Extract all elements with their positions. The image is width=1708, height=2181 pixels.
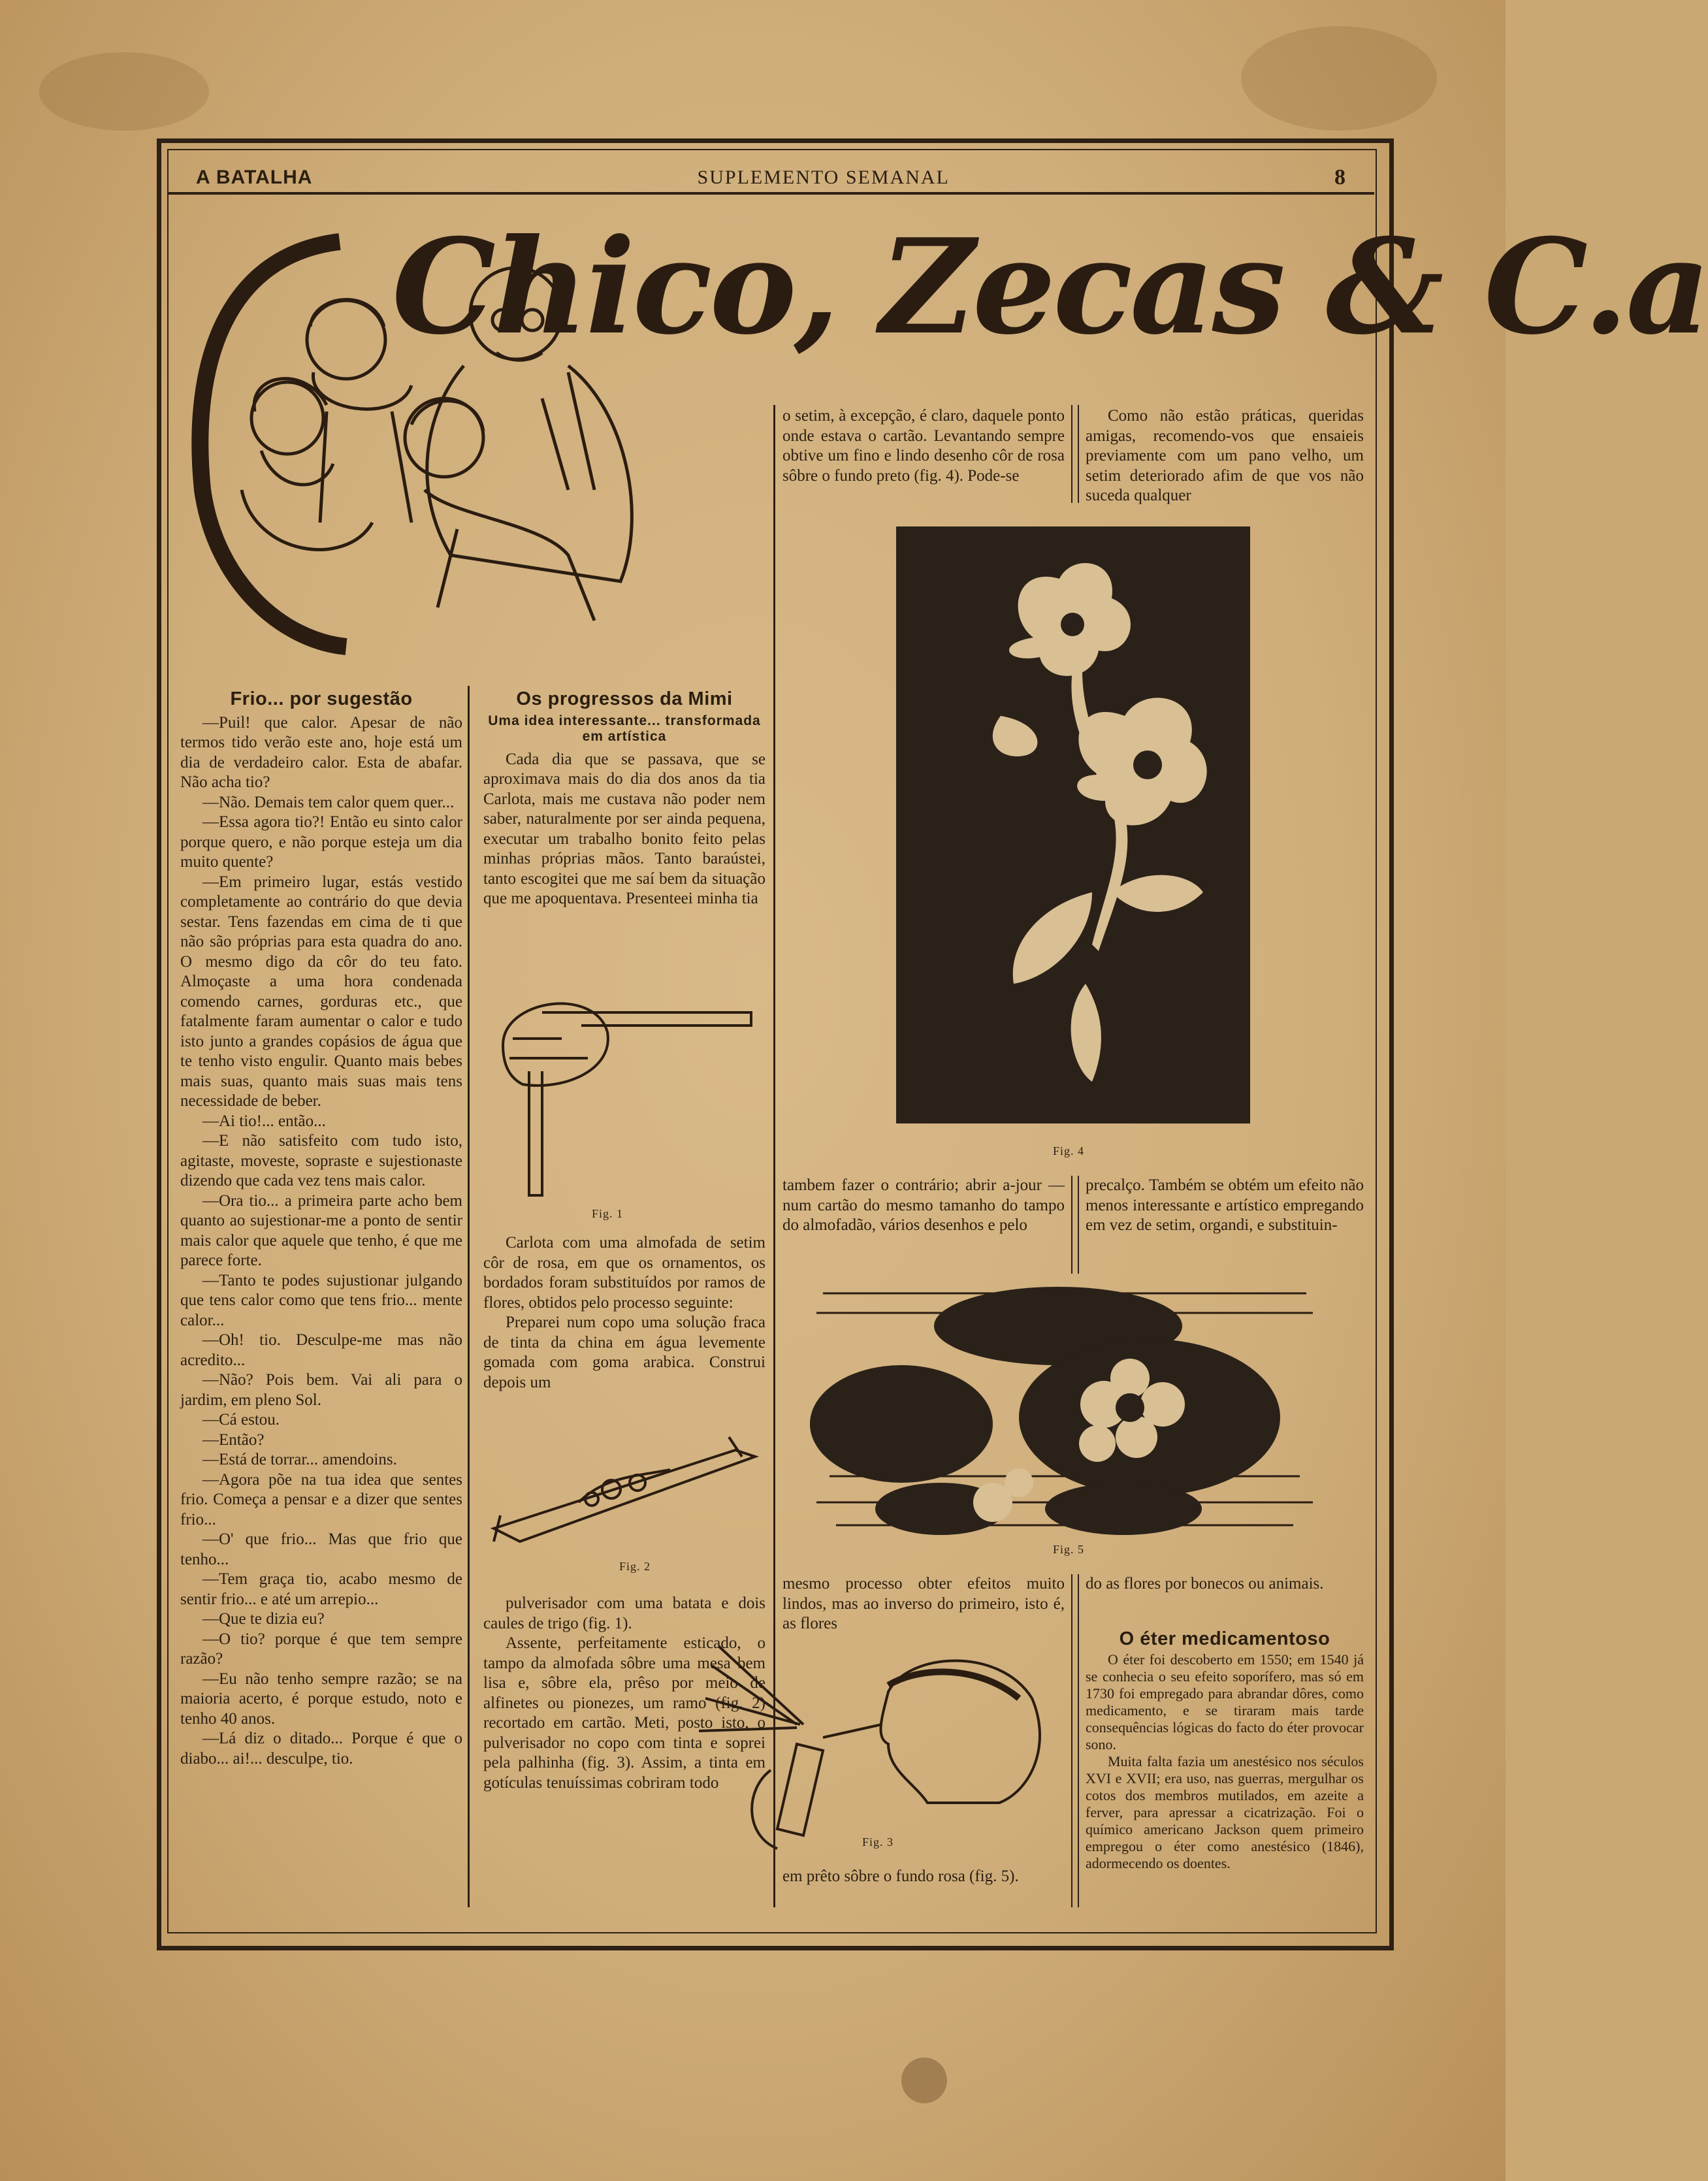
article-body: [483, 750, 765, 909]
family-illustration: [176, 216, 777, 673]
figure-caption: Fig. 1: [592, 1207, 624, 1220]
article-body: [483, 1233, 765, 1393]
paragraph: tambem fazer o contrário; abrir a-jour — num cartão do mesmo tamanho do tampo do almofadão, vários desenhos e pelo: [782, 1176, 1065, 1234]
paragraph: Assente, perfeitamente esticado, o tampo da almofada sôbre uma mesa bem lisa e, sôbre ela, prêso por meio de alfinetes ou pionezes, um ramo (fig. 2) recortado em cartão. Meti, posto isto, o pulverisador no copo com tinta e soprei pela palhinha (fig. 3). Assim, a tinta em gotículas tenuíssimas cobriram todo: [483, 1634, 765, 1792]
article-mimi: [483, 689, 765, 909]
paragraph: —Essa agora tio?! Então eu sinto calor porque quero, e não porque esteja um dia muito quente?: [180, 813, 462, 871]
paragraph: —O tio? porque é que tem sempre razão?: [180, 1630, 462, 1668]
article-mimi-col3-top: [782, 406, 1065, 486]
paragraph: precalço. Também se obtém um efeito não menos interessante e artístico empregando em vez de setim, organdi, e substituin-: [1086, 1176, 1364, 1234]
paragraph: —Não. Demais tem calor quem quer...: [202, 793, 455, 811]
running-header: [196, 165, 1345, 191]
paragraph: —Então?: [202, 1430, 265, 1449]
paper-stain: [901, 2058, 947, 2103]
paper-stain: [1241, 26, 1437, 131]
figure-caption: Fig. 3: [862, 1835, 894, 1849]
article-eter: [1086, 1630, 1364, 1872]
article-frio: [180, 689, 462, 1769]
paragraph: —Tem graça tio, acabo mesmo de sentir frio... e até um arrepio...: [180, 1570, 462, 1608]
article-subtitle: Uma idea interessante... transformada em artística: [488, 713, 761, 744]
paragraph: pulverisador com uma batata e dois caules de trigo (fig. 1).: [483, 1594, 765, 1632]
paragraph: do as flores por bonecos ou animais.: [1086, 1575, 1324, 1592]
paragraph: —Que te dizia eu?: [202, 1610, 325, 1628]
figure-2-stencil: [481, 1430, 762, 1548]
article-body: [1086, 1651, 1364, 1872]
article-mimi-col4-mid: [1086, 1176, 1364, 1236]
paragraph: —Em primeiro lugar, estás vestido completamente ao contrário do que devia sestar. Tens fazendas em cima de ti que não são próprias para esta quadra do ano. O mesmo digo da côr do teu fato. Almoçaste a uma hora condenada comendo carnes, gorduras etc., que fatalmente faram aumentar o calor e tudo isto junto a grandes copásios de água que te tenho visto engulir. Quanto mais bebes mais suas, quanto mais suas mais tens necessidade de beber.: [180, 873, 462, 1110]
paragraph: Cada dia que se passava, que se aproximava mais do dia dos anos da tia Carlota, mais me custava não poder nem saber, naturalmente por ser ainda pequena, executar um trabalho bonito feito pelas minhas próprias mãos. Tanto baraústei, tanto escogitei que me saí bem da situação que me apoquentava. Presenteei minha tia: [483, 750, 765, 907]
paragraph: Carlota com uma almofada de setim côr de rosa, em que os ornamentos, os bordados foram substituídos por ramos de flores, obtidos pelo processo seguinte:: [483, 1234, 765, 1312]
paragraph: —Ai tio!... então...: [202, 1112, 326, 1130]
paper-stain: [39, 52, 209, 131]
figure-4-stencil-flowers: [896, 526, 1250, 1123]
paragraph: —Agora põe na tua idea que sentes frio. Começa a pensar e a dizer que sentes frio...: [180, 1470, 462, 1528]
article-title: Frio... por sugestão: [230, 688, 413, 709]
section-banner: Chico, Zecas & C.a: [392, 210, 1708, 364]
article-mimi-col4-top: [1086, 406, 1364, 506]
paragraph: —O' que frio... Mas que frio que tenho...: [180, 1530, 462, 1568]
header-rule: [169, 192, 1374, 195]
paragraph: o setim, à excepção, é claro, daquele ponto onde estava o cartão. Levantando sempre obtive um fino e lindo desenho côr de rosa sôbre o fundo preto (fig. 4). Pode-se: [782, 407, 1065, 485]
paragraph: em prêto sôbre o fundo rosa (fig. 5).: [782, 1867, 1019, 1885]
article-title: O éter medicamentoso: [1119, 1628, 1330, 1649]
paragraph: —Não? Pois bem. Vai ali para o jardim, em pleno Sol.: [180, 1371, 462, 1409]
paragraph: Preparei num copo uma solução fraca de tinta da china em água levemente gomada com goma arabica. Construi depois um: [483, 1314, 765, 1391]
figure-1-sprayer: [483, 973, 771, 1208]
article-title: Os progressos da Mimi: [516, 688, 733, 709]
paragraph: O éter foi descoberto em 1550; em 1540 já se conhecia o seu efeito soporífero, mas só em 1730 foi empregado para abrandar dôres, como medicamento, e se tiraram mais tarde consequências lógicas do facto do éter provocar sono.: [1086, 1651, 1364, 1753]
page-number: 8: [1334, 165, 1345, 189]
section-title: SUPLEMENTO SEMANAL: [697, 167, 950, 188]
article-mimi-col3-bot: [782, 1574, 1065, 1634]
column-rule: [1071, 1574, 1079, 1907]
paragraph: —Oh! tio. Desculpe-me mas não acredito...: [180, 1331, 462, 1369]
paragraph: —Tanto te podes sujustionar julgando que tens calor como que tens frio... mente calor...: [180, 1271, 462, 1329]
article-mimi-col3-end: [782, 1867, 1065, 1887]
figure-5-stencil-flowers: [810, 1267, 1319, 1542]
paragraph: —Lá diz o ditado... Porque é que o diabo... ai!... desculpe, tio.: [180, 1730, 462, 1768]
paragraph: —E não satisfeito com tudo isto, agitaste, moveste, sopraste e sujestionaste dizendo que cada vez tens mais calor.: [180, 1132, 462, 1189]
figure-3-blowing: [692, 1640, 1052, 1855]
article-mimi-col3-mid: [782, 1176, 1065, 1236]
figure-caption: Fig. 2: [619, 1560, 651, 1573]
paragraph: Como não estão práticas, queridas amigas, recomendo-vos que ensaieis previamente com um pano velho, um setim deteriorado afim de que vos não suceda qualquer: [1086, 407, 1364, 504]
figure-caption: Fig. 4: [1053, 1144, 1085, 1157]
paragraph: —Puil! que calor. Apesar de não termos tido verão este ano, hoje está um dia de verdadeiro calor. Esta de abafar. Não acha tio?: [180, 713, 462, 791]
paragraph: Muita falta fazia um anestésico nos séculos XVI e XVII; era uso, nas guerras, mergulhar os cotos dos membros mutilados, em azeite a ferver, para apressar a cicatrização. Foi o químico americano Jackson quem primeiro empregou o éter como anestésico (1846), adormecendo os doentes.: [1086, 1753, 1364, 1871]
article-mimi-continued: [483, 1233, 765, 1393]
column-rule: [1071, 1176, 1079, 1274]
newspaper-name: A BATALHA: [196, 167, 313, 188]
paragraph: —Está de torrar... amendoins.: [202, 1451, 397, 1468]
column-rule: [468, 686, 470, 1907]
paragraph: —Cá estou.: [202, 1411, 280, 1429]
column-rule: [1071, 405, 1079, 503]
article-mimi-col4-bot: [1086, 1574, 1364, 1594]
paragraph: —Eu não tenho sempre razão; se na maioria acerto, é porque estudo, noto e tenho 40 anos.: [180, 1670, 462, 1728]
article-body: [180, 713, 462, 1769]
paragraph: mesmo processo obter efeitos muito lindos, mas ao inverso do primeiro, isto é, as flores: [782, 1575, 1065, 1632]
paragraph: —Ora tio... a primeira parte acho bem quanto ao sujestionar-me a ponto de sentir mais calor que aquele que tenho, é que me parece forte.: [180, 1191, 462, 1269]
figure-caption: Fig. 5: [1053, 1543, 1085, 1556]
